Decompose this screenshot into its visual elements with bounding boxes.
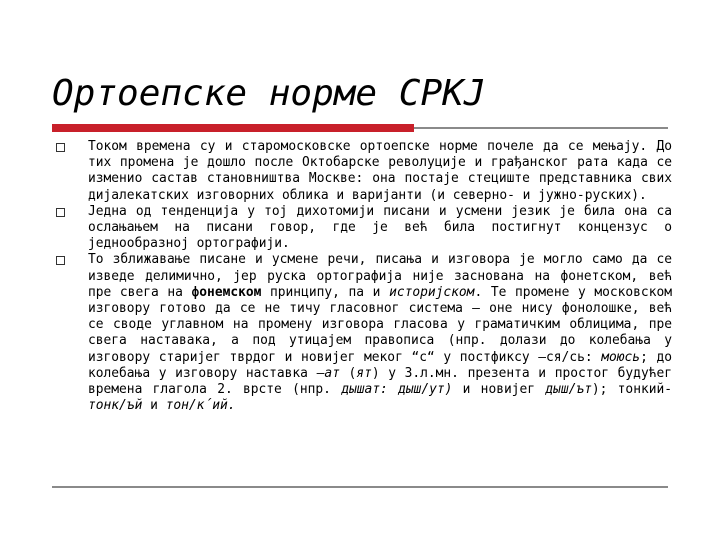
text-run: Једна од тенденција у тој дихотомији писани и усмени језик је била она са ослањањем на писани говор, где је већ била постигнут концензус о једнообразној ортографији. xyxy=(88,203,672,252)
square-bullet-icon xyxy=(56,256,65,265)
bullet-text xyxy=(88,252,672,413)
text-run: То зближавање писане и усмене речи, писања и изговора је могло само да се изведе делимично, јер руска ортографија није заснована на фонетском, већ пре свега на xyxy=(88,252,672,300)
italic-text-run: историјском xyxy=(389,284,475,300)
bullet-text xyxy=(88,204,672,251)
italic-text-run: ят xyxy=(356,365,372,381)
title-accent-bar xyxy=(52,124,414,132)
text-run: ); тонкий- xyxy=(591,382,673,398)
italic-text-run: моюсь xyxy=(601,349,641,365)
italic-text-run: тон/к´ий. xyxy=(165,398,236,414)
text-run: и xyxy=(142,398,166,414)
bullet-text xyxy=(88,139,672,203)
square-bullet-icon xyxy=(56,143,65,152)
bullet-item xyxy=(52,139,672,204)
italic-text-run: дышат: дыш/ут) xyxy=(341,382,453,398)
square-bullet-icon xyxy=(56,208,65,217)
title-divider-line xyxy=(414,127,668,129)
italic-text-run: дыш/ът xyxy=(545,382,592,398)
italic-text-run: тонк/ъй xyxy=(88,398,143,414)
slide-title: Ортоепске норме СРКЈ xyxy=(52,73,486,114)
bullet-item xyxy=(52,204,672,253)
italic-text-run: ат xyxy=(324,365,340,381)
text-run: ) у 3.л.мн. презента и простог будућег времена глагола 2. врсте (нпр. xyxy=(88,365,672,398)
text-run: принципу, па и xyxy=(261,284,390,300)
text-run: ; до колебања у изговору наставка – xyxy=(88,349,672,381)
bullet-item xyxy=(52,252,672,414)
bold-text-run: фонемском xyxy=(191,284,262,300)
bullet-list xyxy=(52,139,672,414)
text-run: . Те промене у московском изговору готово да се не тичу гласовног система – оне нису фонолошке, већ се своде углавном на промену изговора гласова у граматичким облицима, пре свега наставака, а под утицајем правописа (нпр. долази до колебања у изговору старијег тврдог и новијег меког “с“ у постфиксу –ся/сь: xyxy=(88,284,672,365)
text-run: Током времена су и старомосковске ортоепске норме почеле да се мењају. До тих промена је дошло после Октобарске револуције и грађанског рата када се изменио састав становништва Москве: она постаје стециште представника свих дијалекатских изговорних облика и варијанти (и северно- и јужно-руских). xyxy=(88,139,672,203)
text-run: ( xyxy=(339,365,357,381)
footer-divider-line xyxy=(52,486,668,488)
text-run: и новијег xyxy=(452,382,546,398)
